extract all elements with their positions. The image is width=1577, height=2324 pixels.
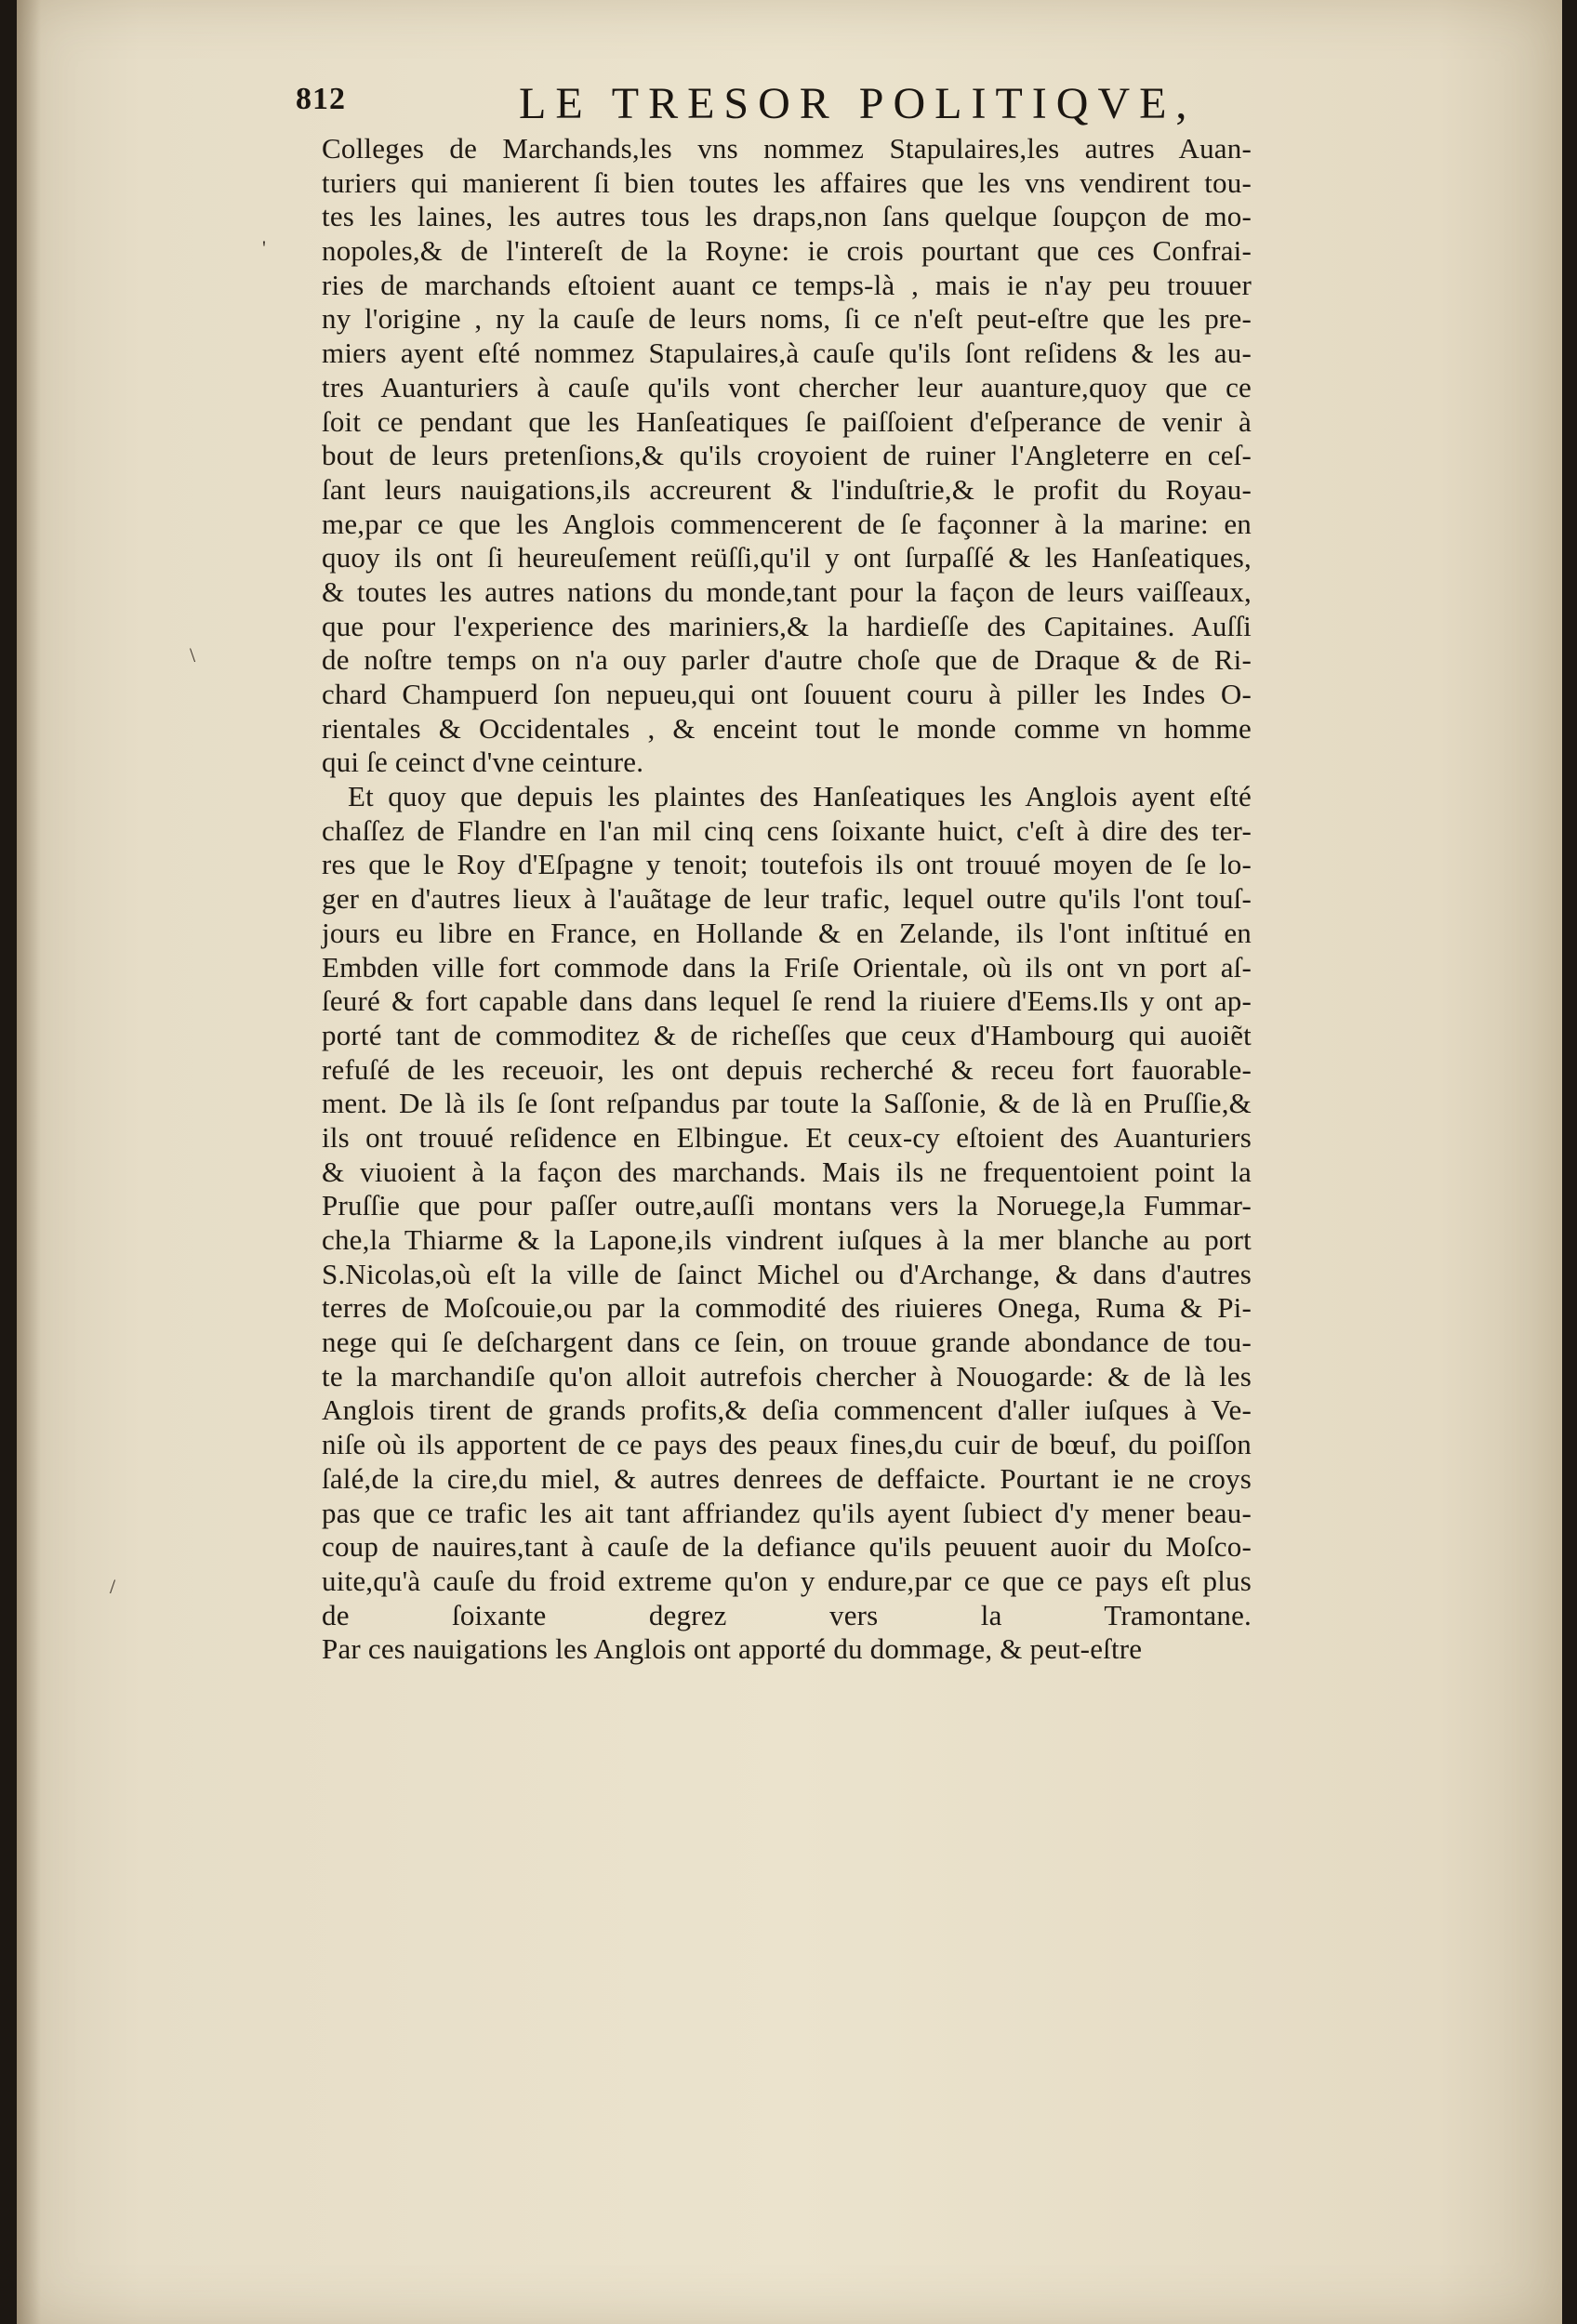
- text-line: & viuoient à la façon des marchands. Mais ils ne frequentoient point la: [322, 1155, 1252, 1188]
- page-header: [296, 78, 1263, 134]
- text-line: nege qui ſe deſchargent dans ce ſein, on trouue grande abondance de tou-: [322, 1326, 1252, 1359]
- text-line: rientales & Occidentales , & enceint tout le monde comme vn homme: [322, 711, 1252, 745]
- text-line: chard Champuerd ſon nepueu,qui ont ſouuent couru à piller les Indes O-: [322, 678, 1252, 710]
- text-line: qui ſe ceinct d'vne ceinture.: [322, 746, 644, 779]
- text-line: de ſoixante degrez vers la Tramontane.: [322, 1598, 1252, 1631]
- margin-mark: \: [190, 643, 196, 667]
- paragraph-start-line: Et quoy que depuis les plaintes des Hanſeatiques les Anglois ayent eſté: [348, 780, 1252, 813]
- margin-mark: /: [110, 1575, 116, 1598]
- text-line: & toutes les autres nations du monde,tant pour la façon de leurs vaiſſeaux,: [322, 574, 1252, 608]
- text-line: ſalé,de la cire,du miel, & autres denrees de deffaicte. Pourtant ie ne croys: [322, 1461, 1252, 1495]
- text-line: bout de leurs pretenſions,& qu'ils croyoient de ruiner l'Angleterre en ceſ-: [322, 439, 1252, 472]
- text-line: ſoit ce pendant que les Hanſeatiques ſe paiſſoient d'eſperance de venir à: [322, 404, 1252, 438]
- text-line: Par ces nauigations les Anglois ont apporté du dommage, & peut-eſtre: [322, 1632, 1143, 1666]
- text-line: ger en d'autres lieux à l'auãtage de leur trafic, lequel outre qu'ils l'ont touſ-: [322, 882, 1252, 916]
- text-line: Colleges de Marchands,les vns nommez Stapulaires,les autres Auan-: [322, 132, 1252, 165]
- page-number: 812: [296, 82, 346, 116]
- text-line: tes les laines, les autres tous les draps,non ſans quelque ſoupçon de mo-: [322, 200, 1252, 233]
- text-line: ſant leurs nauigations,ils accreurent & l'induſtrie,& le profit du Royau-: [322, 472, 1252, 506]
- text-line: porté tant de commoditez & de richeſſes que ceux d'Hambourg qui auoiẽt: [322, 1018, 1252, 1051]
- page-gutter-shadow: [17, 0, 41, 2324]
- text-line: miers ayent eſté nommez Stapulaires,à cauſe qu'ils ſont reſidens & les au-: [322, 337, 1252, 370]
- text-line: refuſé de les receuoir, les ont depuis recherché & receu fort fauorable-: [322, 1052, 1252, 1086]
- text-line: ny l'origine , ny la cauſe de leurs noms, ſi ce n'eſt peut-eſtre que les pre-: [322, 302, 1252, 336]
- text-line: nopoles,& de l'intereſt de la Royne: ie crois pourtant que ces Confrai-: [322, 234, 1252, 268]
- text-line: tres Auanturiers à cauſe qu'ils vont chercher leur auanture,quoy que ce: [322, 370, 1252, 403]
- text-line: chaſſez de Flandre en l'an mil cinq cens ſoixante huict, c'eſt à dire des ter-: [322, 813, 1252, 847]
- text-line: me,par ce que les Anglois commencerent de ſe façonner à la marine: en: [322, 507, 1252, 540]
- text-line: quoy ils ont ſi heureuſement reüſſi,qu'il y ont ſurpaſſé & les Hanſeatiques,: [322, 541, 1252, 574]
- text-line: che,la Thiarme & la Lapone,ils vindrent iuſques à la mer blanche au port: [322, 1223, 1252, 1256]
- text-line: ſeuré & fort capable dans dans lequel ſe rend la riuiere d'Eems.Ils y ont ap-: [322, 984, 1252, 1018]
- text-line: Embden ville fort commode dans la Friſe Orientale, où ils ont vn port aſ-: [322, 950, 1252, 984]
- margin-mark: ': [262, 236, 266, 259]
- text-line: pas que ce trafic les ait tant affriandez qu'ils ayent ſubiect d'y mener beau-: [322, 1496, 1252, 1529]
- text-line: ries de marchands eſtoient auant ce temps-là , mais ie n'ay peu trouuer: [322, 268, 1252, 301]
- text-line: Pruſſie que pour paſſer outre,auſſi montans vers la Noruege,la Fummar-: [322, 1189, 1252, 1222]
- text-line: terres de Moſcouie,ou par la commodité des riuieres Onega, Ruma & Pi-: [322, 1291, 1252, 1325]
- text-line: res que le Roy d'Eſpagne y tenoit; toutefois ils ont trouué moyen de ſe lo-: [322, 848, 1252, 881]
- text-line: de noſtre temps on n'a ouy parler d'autre choſe que de Draque & de Ri-: [322, 643, 1252, 677]
- running-title: LE TRESOR POLITIQVE,: [519, 79, 1197, 128]
- text-line: ment. De là ils ſe ſont reſpandus par toute la Saſſonie, & de là en Pruſſie,&: [322, 1087, 1252, 1120]
- paragraph-start-line: [322, 1667, 1252, 1701]
- text-line: jours eu libre en France, en Hollande & en Zelande, ils l'ont inſtitué en: [322, 916, 1252, 949]
- text-line: uite,qu'à cauſe du froid extreme qu'on y endure,par ce que ce pays eſt plus: [322, 1564, 1252, 1597]
- text-line: Anglois tirent de grands profits,& deſia commencent d'aller iuſques à Ve-: [322, 1393, 1252, 1427]
- body-text: [322, 132, 1252, 1701]
- text-line: S.Nicolas,où eſt la ville de ſainct Michel ou d'Archange, & dans d'autres: [322, 1257, 1252, 1290]
- text-line: turiers qui manierent ſi bien toutes les affaires que les vns vendirent tou-: [322, 165, 1252, 199]
- text-line: que pour l'experience des mariniers,& la hardieſſe des Capitaines. Auſſi: [322, 609, 1252, 642]
- text-line: coup de nauires,tant à cauſe de la defiance qu'ils peuuent auoir du Moſco-: [322, 1530, 1252, 1564]
- text-line: te la marchandiſe qu'on alloit autrefois chercher à Nouogarde: & de là les: [322, 1359, 1252, 1393]
- text-line: niſe où ils apportent de ce pays des peaux fines,du cuir de bœuf, du poiſſon: [322, 1428, 1252, 1461]
- text-line: ils ont trouué reſidence en Elbingue. Et ceux-cy eſtoient des Auanturiers: [322, 1120, 1252, 1154]
